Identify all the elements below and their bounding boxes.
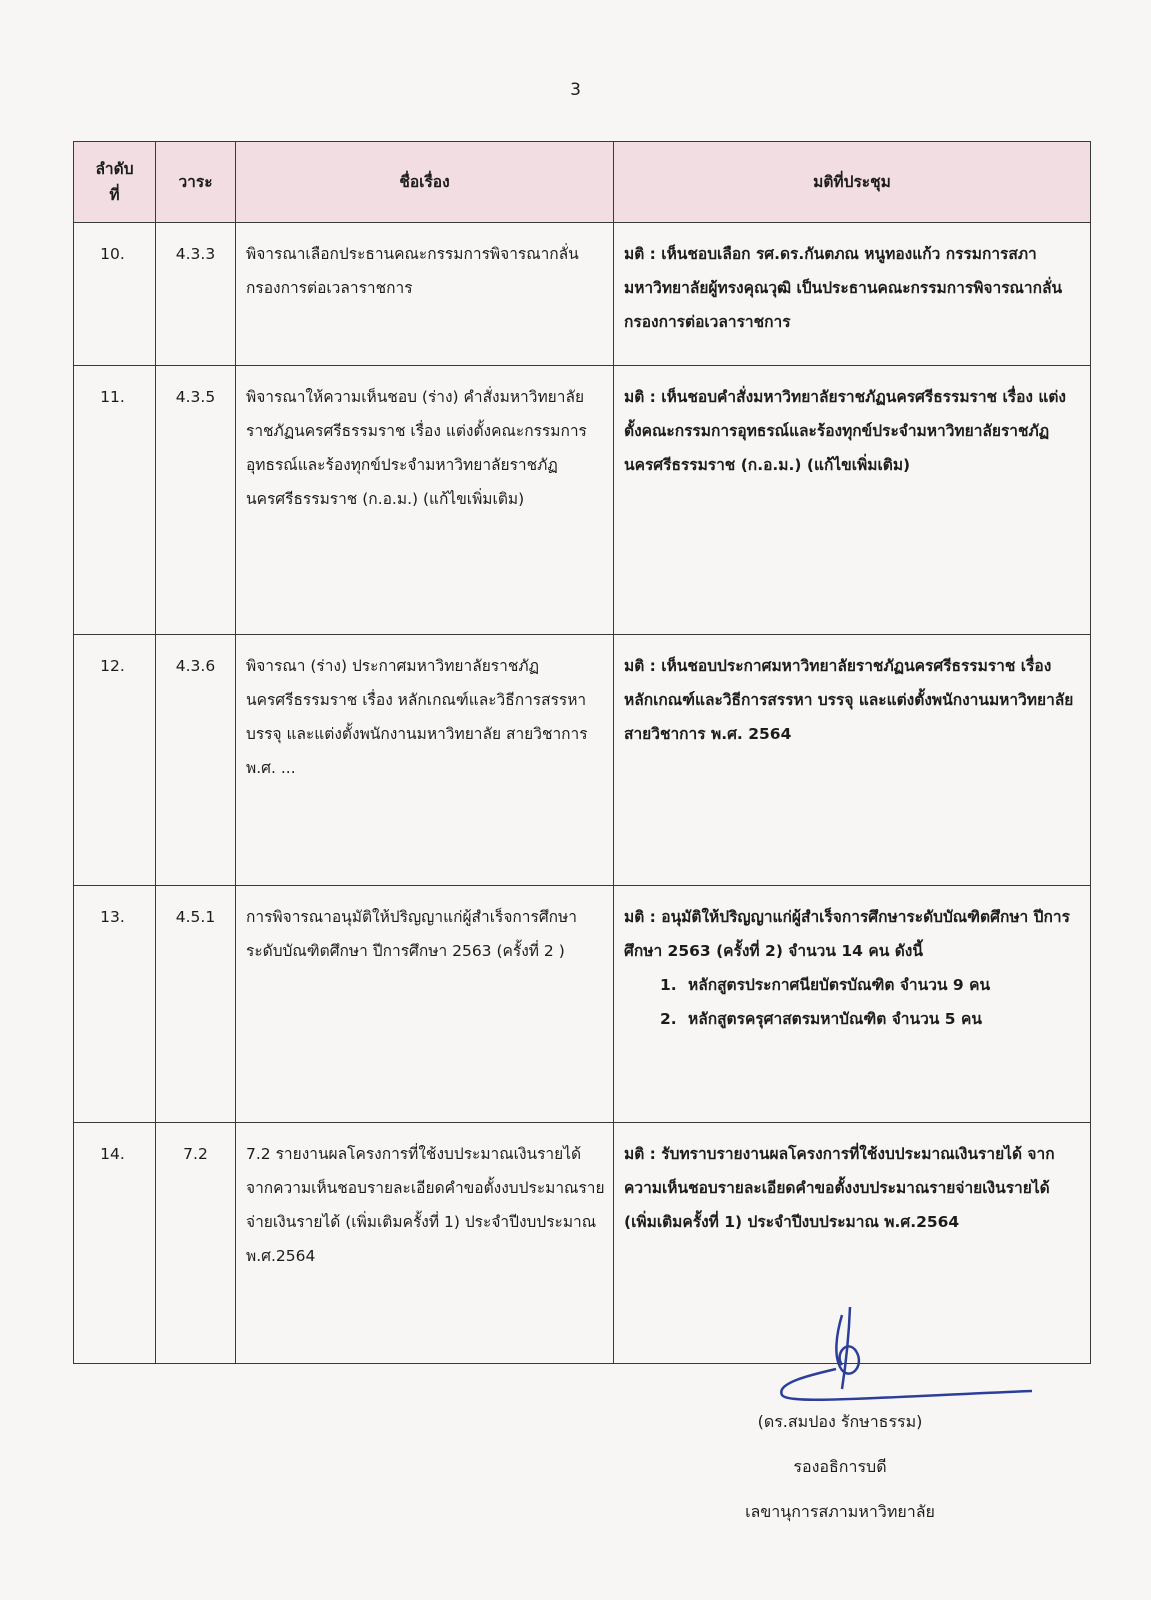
row-title: พิจารณาเลือกประธานคณะกรรมการพิจารณากลั่นกรองการต่อเวลาราชการ	[236, 223, 614, 366]
header-resolution: มติที่ประชุม	[614, 142, 1091, 223]
signer-position-secretary: เลขานุการสภามหาวิทยาลัย	[745, 1502, 935, 1521]
row-resolution: มติ : เห็นชอบประกาศมหาวิทยาลัยราชภัฏนครศรีธรรมราช เรื่อง หลักเกณฑ์และวิธีการสรรหา บรรจุ และแต่งตั้งพนักงานมหาวิทยาลัย สายวิชาการ พ.ศ. 2564	[614, 635, 1091, 886]
signer-position: รองอธิการบดี	[793, 1457, 887, 1476]
row-title: การพิจารณาอนุมัติให้ปริญญาแก่ผู้สำเร็จการศึกษาระดับบัณฑิตศึกษา ปีการศึกษา 2563 (ครั้งที่ 2 )	[236, 886, 614, 1123]
minutes-table	[73, 141, 1091, 1364]
header-agenda: วาระ	[156, 142, 236, 223]
row-number: 14.	[74, 1123, 156, 1364]
row-agenda: 4.3.5	[156, 366, 236, 635]
row-number: 13.	[74, 886, 156, 1123]
row-number: 12.	[74, 635, 156, 886]
table-row	[74, 366, 1091, 635]
header-row	[74, 142, 1091, 223]
row-resolution: มติ : เห็นชอบคำสั่งมหาวิทยาลัยราชภัฏนครศรีธรรมราช เรื่อง แต่งตั้งคณะกรรมการอุทธรณ์และร้องทุกข์ประจำมหาวิทยาลัยราชภัฏนครศรีธรรมราช (ก.อ.ม.) (แก้ไขเพิ่มเติม)	[614, 366, 1091, 635]
row-agenda: 4.5.1	[156, 886, 236, 1123]
resolution-sub-item	[660, 968, 1082, 1002]
header-no: ลำดับ ที่	[74, 142, 156, 223]
table-row	[74, 635, 1091, 886]
row-title: พิจารณา (ร่าง) ประกาศมหาวิทยาลัยราชภัฏนครศรีธรรมราช เรื่อง หลักเกณฑ์และวิธีการสรรหา บรรจุ และแต่งตั้งพนักงานมหาวิทยาลัย สายวิชาการ พ.ศ. ...	[236, 635, 614, 886]
row-agenda: 4.3.6	[156, 635, 236, 886]
row-resolution: มติ : รับทราบรายงานผลโครงการที่ใช้งบประมาณเงินรายได้ จากความเห็นชอบรายละเอียดคำขอตั้งงบประมาณรายจ่ายเงินรายได้ (เพิ่มเติมครั้งที่ 1) ประจำปีงบประมาณ พ.ศ.2564	[614, 1123, 1091, 1364]
handwritten-signature	[770, 1305, 1050, 1415]
row-agenda: 4.3.3	[156, 223, 236, 366]
resolution-sub-item	[660, 1002, 1082, 1036]
row-agenda: 7.2	[156, 1123, 236, 1364]
sub-item-text: หลักสูตรครุศาสตรมหาบัณฑิต จำนวน 5 คน	[688, 1010, 982, 1028]
row-number: 10.	[74, 223, 156, 366]
sub-item-number: 2.	[660, 1010, 677, 1028]
page-number: 3	[570, 80, 581, 100]
row-number: 11.	[74, 366, 156, 635]
row-title: พิจารณาให้ความเห็นชอบ (ร่าง) คำสั่งมหาวิทยาลัยราชภัฏนครศรีธรรมราช เรื่อง แต่งตั้งคณะกรรมการอุทธรณ์และร้องทุกข์ประจำมหาวิทยาลัยราชภัฏนครศรีธรรมราช (ก.อ.ม.) (แก้ไขเพิ่มเติม)	[236, 366, 614, 635]
sub-item-text: หลักสูตรประกาศนียบัตรบัณฑิต จำนวน 9 คน	[688, 976, 991, 994]
row-resolution: มติ : เห็นชอบเลือก รศ.ดร.กันตภณ หนูทองแก้ว กรรมการสภามหาวิทยาลัยผู้ทรงคุณวุฒิ เป็นประธานคณะกรรมการพิจารณากลั่นกรองการต่อเวลาราชการ	[614, 223, 1091, 366]
row-resolution	[614, 886, 1091, 1123]
row-title: 7.2 รายงานผลโครงการที่ใช้งบประมาณเงินรายได้ จากความเห็นชอบรายละเอียดคำขอตั้งงบประมาณรายจ่ายเงินรายได้ (เพิ่มเติมครั้งที่ 1) ประจำปีงบประมาณ พ.ศ.2564	[236, 1123, 614, 1364]
resolution-text: มติ : อนุมัติให้ปริญญาแก่ผู้สำเร็จการศึกษาระดับบัณฑิตศึกษา ปีการศึกษา 2563 (ครั้งที่ 2) จำนวน 14 คน ดังนี้	[624, 908, 1070, 960]
header-title: ชื่อเรื่อง	[236, 142, 614, 223]
sub-item-number: 1.	[660, 976, 677, 994]
signer-name: (ดร.สมปอง รักษาธรรม)	[757, 1412, 923, 1431]
table-row	[74, 223, 1091, 366]
table-row	[74, 886, 1091, 1123]
